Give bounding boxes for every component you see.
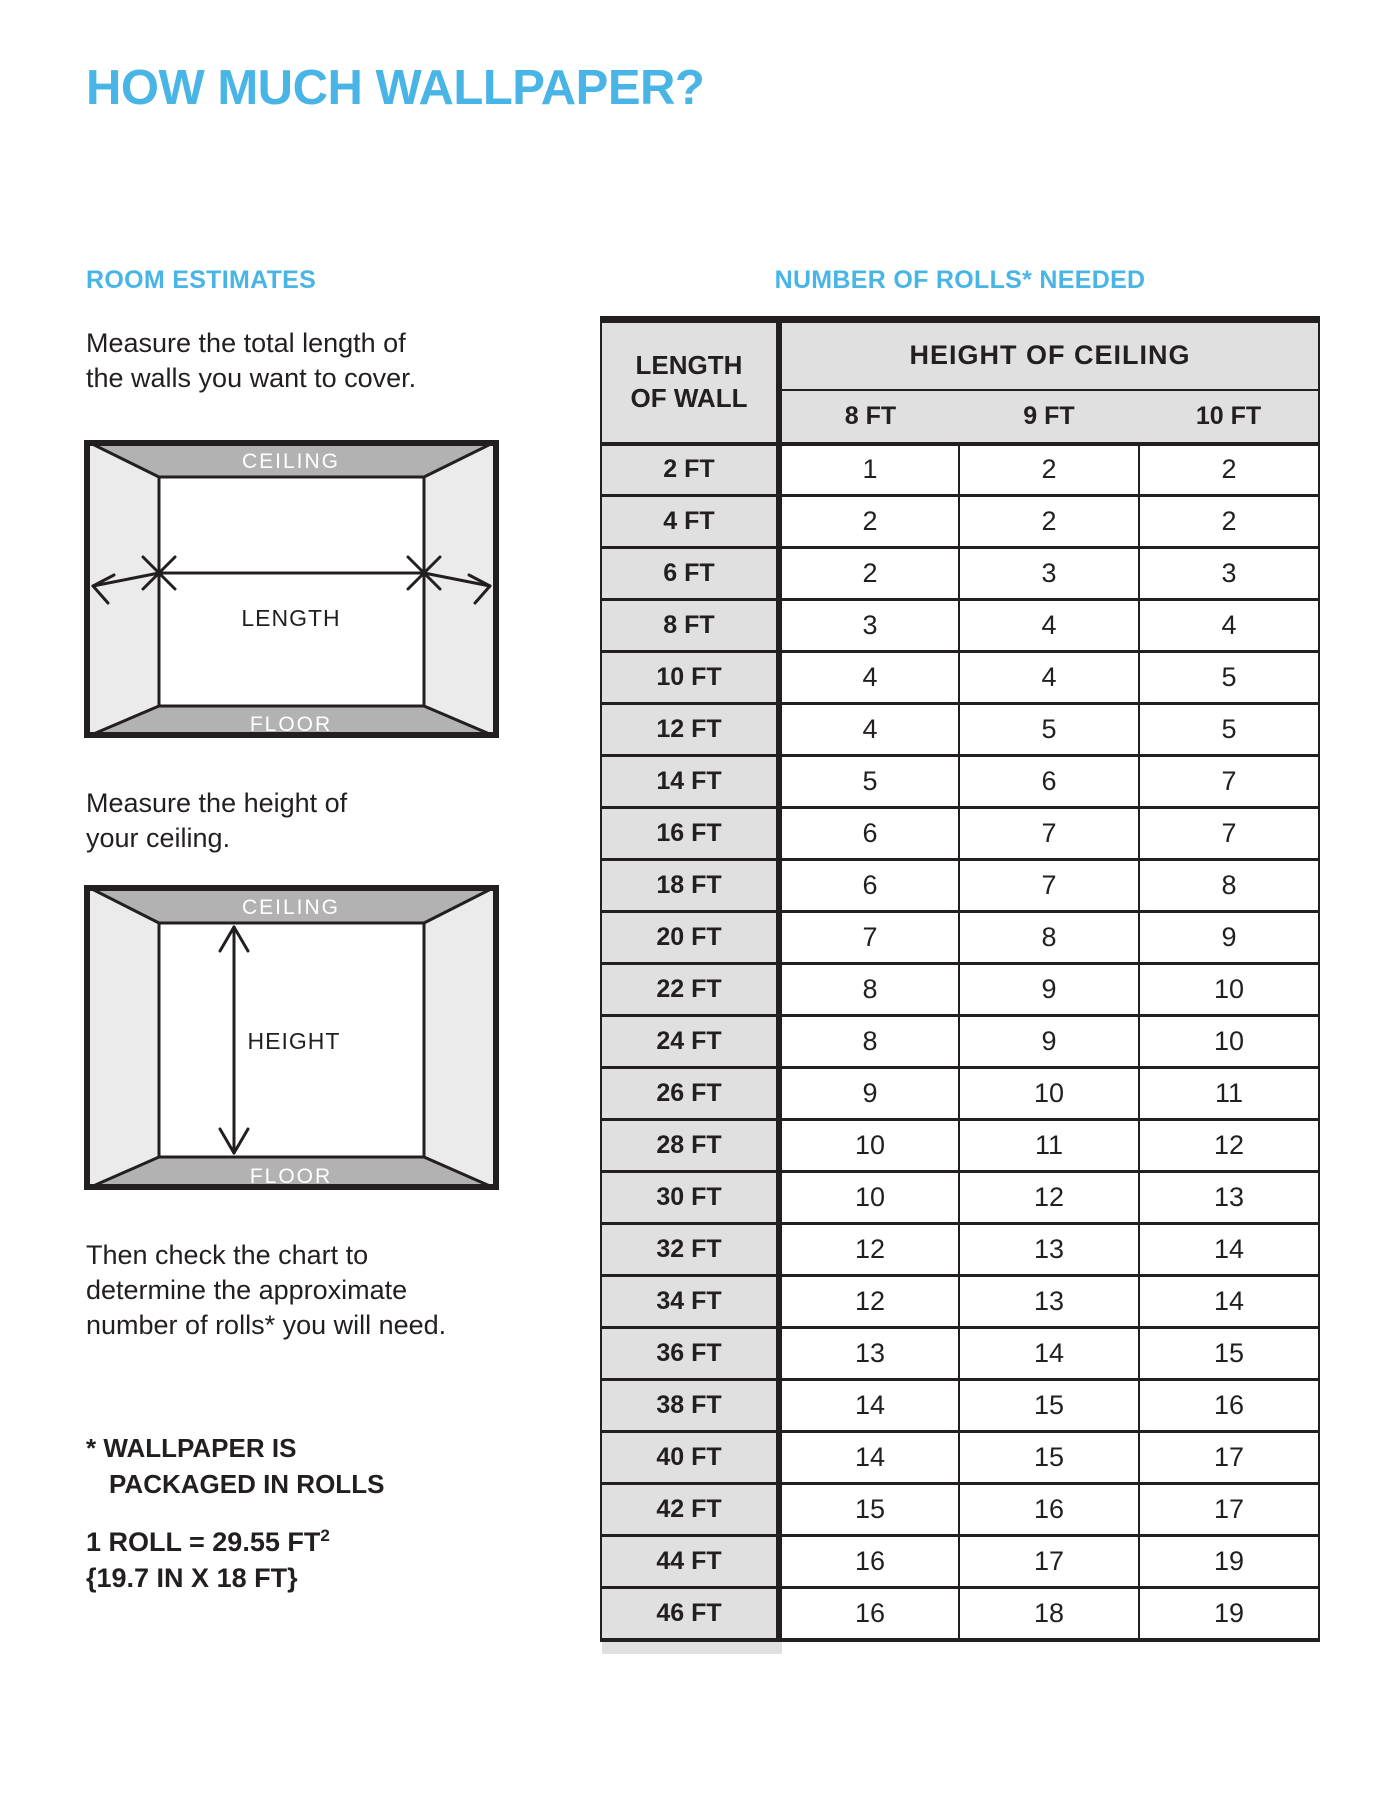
rolls-value-cell: 10 — [959, 1068, 1139, 1120]
row-label-wall-length: 14 FT — [601, 756, 779, 808]
rolls-value-cell: 3 — [779, 600, 959, 652]
rolls-table-container — [600, 316, 1320, 1654]
row-label-wall-length: 16 FT — [601, 808, 779, 860]
table-row — [601, 600, 1319, 652]
row-label-wall-length: 20 FT — [601, 912, 779, 964]
rolls-value-cell: 13 — [959, 1224, 1139, 1276]
ceiling-label: CEILING — [241, 896, 341, 919]
rolls-value-cell: 14 — [1139, 1276, 1319, 1328]
rolls-value-cell: 1 — [779, 444, 959, 496]
height-label: HEIGHT — [247, 1028, 341, 1054]
roll-area-line — [86, 1524, 330, 1560]
group-header-height-of-ceiling: HEIGHT OF CEILING — [779, 320, 1319, 390]
step1-line1: Measure the total length of — [86, 328, 406, 358]
rolls-value-cell: 8 — [779, 964, 959, 1016]
floor-label: FLOOR — [249, 1165, 333, 1188]
roll-area-superscript: 2 — [320, 1526, 330, 1545]
row-label-wall-length: 12 FT — [601, 704, 779, 756]
rolls-value-cell: 2 — [779, 496, 959, 548]
row-label-wall-length: 32 FT — [601, 1224, 779, 1276]
footnote-line1: * WALLPAPER IS — [86, 1433, 297, 1463]
rolls-value-cell: 10 — [779, 1172, 959, 1224]
table-row — [601, 496, 1319, 548]
right-wall-face — [424, 885, 499, 1190]
step3-line3: number of rolls* you will need. — [86, 1310, 447, 1340]
rolls-value-cell: 6 — [959, 756, 1139, 808]
left-wall-face — [84, 885, 159, 1190]
step2-text — [86, 786, 347, 856]
rolls-value-cell: 8 — [1139, 860, 1319, 912]
rolls-value-cell: 10 — [779, 1120, 959, 1172]
rolls-value-cell: 5 — [1139, 652, 1319, 704]
roll-dimensions-line: {19.7 IN X 18 FT} — [86, 1563, 298, 1593]
rolls-value-cell: 7 — [1139, 756, 1319, 808]
row-label-wall-length: 18 FT — [601, 860, 779, 912]
row-label-wall-length: 30 FT — [601, 1172, 779, 1224]
rolls-value-cell: 6 — [779, 860, 959, 912]
rolls-footnote — [86, 1430, 384, 1502]
rolls-value-cell: 4 — [779, 704, 959, 756]
step1-text — [86, 326, 416, 396]
rolls-value-cell: 4 — [779, 652, 959, 704]
rolls-value-cell: 16 — [1139, 1380, 1319, 1432]
table-row — [601, 1120, 1319, 1172]
length-room-diagram — [84, 440, 499, 738]
rolls-value-cell: 17 — [1139, 1484, 1319, 1536]
row-label-wall-length: 36 FT — [601, 1328, 779, 1380]
footnote-line2: PACKAGED IN ROLLS — [109, 1469, 385, 1499]
table-row — [601, 912, 1319, 964]
rolls-value-cell: 15 — [1139, 1328, 1319, 1380]
rolls-value-cell: 7 — [779, 912, 959, 964]
floor-label: FLOOR — [249, 713, 333, 736]
rolls-value-cell: 14 — [779, 1432, 959, 1484]
table-row — [601, 1276, 1319, 1328]
page-title: HOW MUCH WALLPAPER? — [86, 61, 705, 115]
row-label-wall-length: 42 FT — [601, 1484, 779, 1536]
rolls-value-cell: 3 — [959, 548, 1139, 600]
step3-line1: Then check the chart to — [86, 1240, 369, 1270]
rolls-value-cell: 15 — [959, 1380, 1139, 1432]
rolls-value-cell: 12 — [779, 1276, 959, 1328]
row-label-wall-length: 2 FT — [601, 444, 779, 496]
rolls-value-cell: 8 — [779, 1016, 959, 1068]
row-label-wall-length: 22 FT — [601, 964, 779, 1016]
rolls-value-cell: 12 — [959, 1172, 1139, 1224]
rolls-value-cell: 9 — [959, 964, 1139, 1016]
rolls-value-cell: 10 — [1139, 1016, 1319, 1068]
rolls-value-cell: 18 — [959, 1588, 1139, 1640]
rolls-value-cell: 3 — [1139, 548, 1319, 600]
rolls-value-cell: 16 — [779, 1536, 959, 1588]
col-header-10ft: 10 FT — [1139, 390, 1319, 444]
rolls-value-cell: 8 — [959, 912, 1139, 964]
length-label: LENGTH — [241, 605, 341, 631]
rolls-value-cell: 2 — [1139, 444, 1319, 496]
table-row — [601, 548, 1319, 600]
table-row — [601, 652, 1319, 704]
row-label-wall-length: 40 FT — [601, 1432, 779, 1484]
rolls-value-cell: 19 — [1139, 1536, 1319, 1588]
rolls-value-cell: 15 — [779, 1484, 959, 1536]
label-column-bottom-tab — [602, 1642, 782, 1654]
rolls-value-cell: 4 — [959, 652, 1139, 704]
col-header-8ft: 8 FT — [779, 390, 959, 444]
rolls-value-cell: 9 — [959, 1016, 1139, 1068]
rolls-value-cell: 17 — [1139, 1432, 1319, 1484]
rolls-value-cell: 14 — [959, 1328, 1139, 1380]
rolls-value-cell: 12 — [779, 1224, 959, 1276]
roll-area-text: 1 ROLL = 29.55 FT — [86, 1527, 321, 1557]
table-row — [601, 808, 1319, 860]
step2-line1: Measure the height of — [86, 788, 348, 818]
col-header-9ft: 9 FT — [959, 390, 1139, 444]
rolls-value-cell: 14 — [1139, 1224, 1319, 1276]
row-label-wall-length: 10 FT — [601, 652, 779, 704]
height-room-diagram — [84, 885, 499, 1190]
rolls-value-cell: 11 — [1139, 1068, 1319, 1120]
row-label-wall-length: 46 FT — [601, 1588, 779, 1640]
table-row — [601, 1328, 1319, 1380]
table-row — [601, 1588, 1319, 1640]
rolls-value-cell: 7 — [1139, 808, 1319, 860]
rolls-value-cell: 16 — [959, 1484, 1139, 1536]
table-row — [601, 1484, 1319, 1536]
rolls-value-cell: 15 — [959, 1432, 1139, 1484]
table-row — [601, 704, 1319, 756]
rolls-value-cell: 13 — [779, 1328, 959, 1380]
table-row — [601, 1432, 1319, 1484]
table-row — [601, 1224, 1319, 1276]
rolls-value-cell: 14 — [779, 1380, 959, 1432]
table-row — [601, 1380, 1319, 1432]
row-label-wall-length: 38 FT — [601, 1380, 779, 1432]
rolls-value-cell: 5 — [779, 756, 959, 808]
corner-header-length-of-wall — [601, 320, 779, 444]
rolls-value-cell: 2 — [959, 496, 1139, 548]
rolls-value-cell: 2 — [959, 444, 1139, 496]
rolls-value-cell: 16 — [779, 1588, 959, 1640]
rolls-value-cell: 10 — [1139, 964, 1319, 1016]
rolls-value-cell: 17 — [959, 1536, 1139, 1588]
rolls-table — [600, 316, 1320, 1642]
rolls-value-cell: 6 — [779, 808, 959, 860]
row-label-wall-length: 26 FT — [601, 1068, 779, 1120]
step3-text — [86, 1238, 446, 1343]
table-row — [601, 1172, 1319, 1224]
rolls-value-cell: 12 — [1139, 1120, 1319, 1172]
rolls-value-cell: 4 — [1139, 600, 1319, 652]
table-row — [601, 1016, 1319, 1068]
rolls-value-cell: 4 — [959, 600, 1139, 652]
row-label-wall-length: 8 FT — [601, 600, 779, 652]
rolls-needed-heading: NUMBER OF ROLLS* NEEDED — [774, 266, 1146, 294]
rolls-value-cell: 19 — [1139, 1588, 1319, 1640]
row-label-wall-length: 44 FT — [601, 1536, 779, 1588]
roll-size-info — [86, 1524, 330, 1596]
rolls-value-cell: 13 — [1139, 1172, 1319, 1224]
row-label-wall-length: 4 FT — [601, 496, 779, 548]
rolls-value-cell: 11 — [959, 1120, 1139, 1172]
room-estimates-heading: ROOM ESTIMATES — [86, 266, 317, 294]
row-label-wall-length: 28 FT — [601, 1120, 779, 1172]
table-row — [601, 1068, 1319, 1120]
rolls-value-cell: 2 — [1139, 496, 1319, 548]
corner-header-line1: LENGTH — [635, 350, 743, 381]
rolls-value-cell: 9 — [1139, 912, 1319, 964]
rolls-value-cell: 5 — [959, 704, 1139, 756]
table-row — [601, 1536, 1319, 1588]
table-row — [601, 756, 1319, 808]
row-label-wall-length: 34 FT — [601, 1276, 779, 1328]
row-label-wall-length: 6 FT — [601, 548, 779, 600]
rolls-value-cell: 9 — [779, 1068, 959, 1120]
rolls-value-cell: 5 — [1139, 704, 1319, 756]
step2-line2: your ceiling. — [86, 823, 231, 853]
step1-line2: the walls you want to cover. — [86, 363, 417, 393]
rolls-value-cell: 13 — [959, 1276, 1139, 1328]
table-row — [601, 964, 1319, 1016]
table-row — [601, 860, 1319, 912]
row-label-wall-length: 24 FT — [601, 1016, 779, 1068]
rolls-value-cell: 7 — [959, 860, 1139, 912]
corner-header-line2: OF WALL — [630, 383, 748, 414]
step3-line2: determine the approximate — [86, 1275, 408, 1305]
back-wall-face — [159, 477, 424, 706]
rolls-value-cell: 2 — [779, 548, 959, 600]
rolls-value-cell: 7 — [959, 808, 1139, 860]
table-row — [601, 444, 1319, 496]
ceiling-label: CEILING — [241, 450, 341, 473]
